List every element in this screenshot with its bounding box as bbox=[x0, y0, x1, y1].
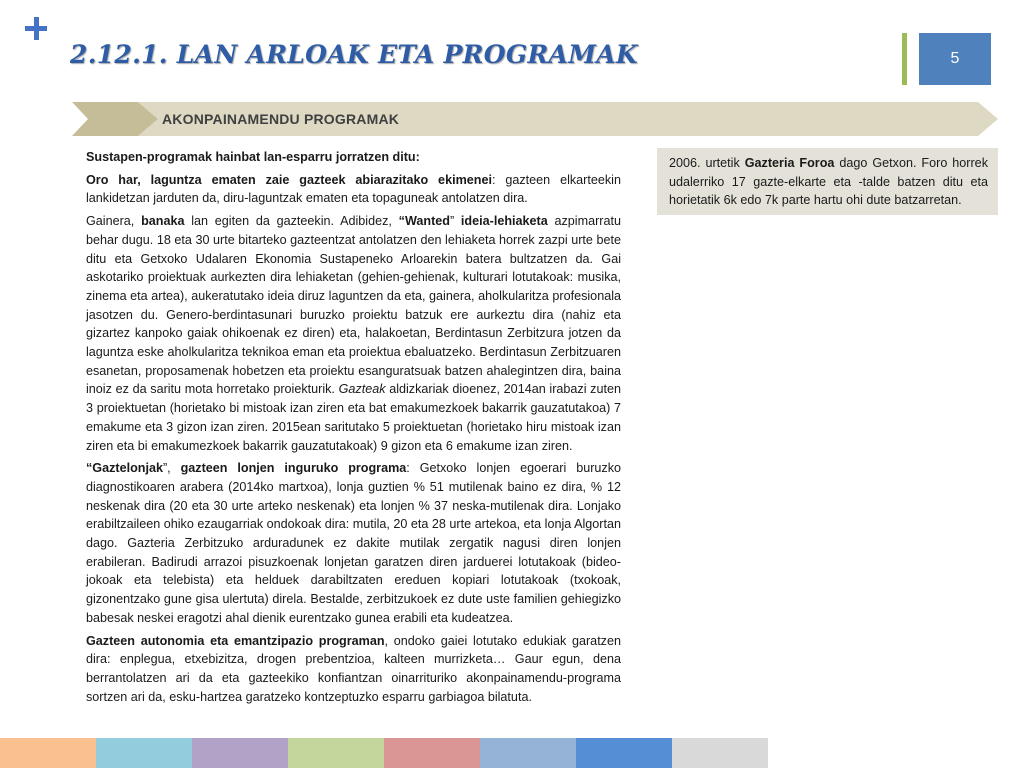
p3-text-2: : Getxoko lonjen egoerari buruzko diagnostikoaren arabera (2014ko martxoa), lonja guztien % 51 mutilenak baino ez dira, % 12 neskenak dira (20 eta 30 urte arteko neskenak) eta lonjen % 37 neska-mutilenak dira. Lonjako erabiltzaileen ohiko ezaugarriak ondokoak dira: mutila, 20 eta 28 urte artekoa, eta lonja Algortan dago. Gazteria Zerbitzuko arduradunek ez dakite mutilak zergatik nagusi diren lonjen erabileran. Badirudi arrazoi pisuzkoenak lonjetan garatzen diren jarduerei lotutakoak (bideo-jokoak eta telebista) eta helduek darabiltzaten ereduen kopiari lotutakoak (txokoak, gizonentzako gune gisa ulertuta) direla. Bestalde, zerbitzukoek ez dute uste familien gehiegizko babesak neskei eragotzi ahal dienik eurentzako gunea erabili eta kudeatzea. bbox=[86, 461, 621, 625]
banner-label: AKONPAINAMENDU PROGRAMAK bbox=[162, 111, 400, 127]
p4-bold-1: Gazteen autonomia eta emantzipazio programan bbox=[86, 633, 385, 648]
paragraph-autonomy bbox=[86, 632, 621, 707]
section-banner bbox=[72, 102, 998, 136]
p2-bold-1: banaka bbox=[141, 214, 185, 229]
footer-color-block bbox=[576, 738, 672, 768]
p2-bold-2: “Wanted bbox=[398, 214, 450, 229]
paragraph-wanted bbox=[86, 212, 621, 455]
page-number: 5 bbox=[919, 33, 991, 85]
footer-color-block bbox=[672, 738, 768, 768]
paragraph-support bbox=[86, 171, 621, 208]
p2-bold-3: ideia-lehiaketa bbox=[460, 214, 548, 229]
p1-text: : gazteen elkarteekin lankidetzan jarduten da, diru-laguntzak ematen eta topaguneak antolatzen dira. bbox=[86, 172, 621, 206]
accent-bar bbox=[902, 33, 907, 85]
plus-icon bbox=[25, 17, 49, 41]
main-text bbox=[86, 148, 621, 710]
paragraph-gaztelonjak bbox=[86, 459, 621, 627]
footer-color-block bbox=[0, 738, 96, 768]
p2-italic-1: Gazteak bbox=[338, 382, 386, 397]
p1-bold: Oro har, laguntza ematen zaie gazteek abiarazitako ekimenei bbox=[86, 172, 492, 187]
p2-text-3: ” bbox=[449, 214, 461, 229]
info-bold-1: Gazteria Foroa bbox=[744, 156, 835, 170]
p3-text-1: ”, bbox=[162, 461, 181, 476]
page-title: 2.12.1. LAN ARLOAK ETA PROGRAMAK bbox=[70, 40, 638, 69]
p2-text-2: lan egiten da gazteekin. Adibidez, bbox=[184, 214, 399, 229]
footer-color-block bbox=[96, 738, 192, 768]
p3-bold-2: gazteen lonjen inguruko programa bbox=[180, 461, 407, 476]
footer-color-strip bbox=[0, 738, 768, 768]
intro-paragraph bbox=[86, 148, 621, 167]
footer-color-block bbox=[192, 738, 288, 768]
p4-text-1: , ondoko gaiei lotutako edukiak garatzen dira: enplegua, etxebizitza, drogen prebentzioa, kalteen murrizketa… Gaur egun, dena berrantolatzen ari da eta gazteekiko konfiantzan oinarrituriko akonpainamendu-programa sortzen ari da, esku-hartzea garatzeko kontzeptuzko esparru garbiagoa bilatuta. bbox=[86, 633, 621, 704]
footer-color-block bbox=[384, 738, 480, 768]
p2-text-4: azpimarratu behar dugu. 18 eta 30 urte bitarteko gazteentzat antolatzen den lehiaketa horrek zazpi urte bete ditu eta Getxoko Udalaren Ekonomia Sustapeneko Arloarekin batera bultzatzen da. Gai askotariko proiektuak aurkezten dira lehiaketan (gehien-gehienak, kulturari lotutakoak: musika, zinema eta artea), aukeratutako ideia diruz laguntzen da eta, gainera, aholkularitza profesionala jasotzen du. Genero-berdintasunari buruzko proiektu batzuk ere aurkeztu dira (nahiz eta gizartez kanpoko gaiak ohikoenak ez diren) eta, halakoetan, Berdintasun Zerbitzura jotzen da laguntza eske aholkularitza teknikoa eman eta proiektua ebaluatzeko. Berdintasun Zerbitzuaren esanetan, proposamenak hobetzen eta proiektu esanguratsuak batzen ahalegintzen dira, baina inoiz ez da saritu mota horretako proiekturik. bbox=[86, 214, 621, 397]
intro-text: Sustapen-programak hainbat lan-esparru jorratzen ditu: bbox=[86, 150, 420, 164]
info-text-2: dago Getxon. Foro horrek udalerriko 17 gazte-elkarte eta -talde batzen ditu eta horietatik 6k edo 7k parte hartu ohi dute batzarretan. bbox=[669, 156, 988, 208]
p2-text-5: aldizkariak dioenez, 2014an irabazi zuten 3 proiektuetan (horietako bi mistoak izan ziren eta bat emakumezkoek bakarrik gauzatutakoa) 7 emakume eta 3 gizon izan ziren. 2015ean saritutako 5 proiektuetan (horietako hiru mistoak izan ziren eta bi emakumezkoek bakarrik gauzatutakoak) 9 gizon eta 6 emakume izan ziren. bbox=[86, 382, 621, 453]
info-box bbox=[657, 148, 998, 215]
info-text-1: 2006. urtetik bbox=[669, 156, 745, 170]
footer-color-block bbox=[288, 738, 384, 768]
p3-bold-1: “Gaztelonjak bbox=[86, 461, 163, 476]
p2-text-1: Gainera, bbox=[86, 214, 142, 229]
footer-color-block bbox=[480, 738, 576, 768]
